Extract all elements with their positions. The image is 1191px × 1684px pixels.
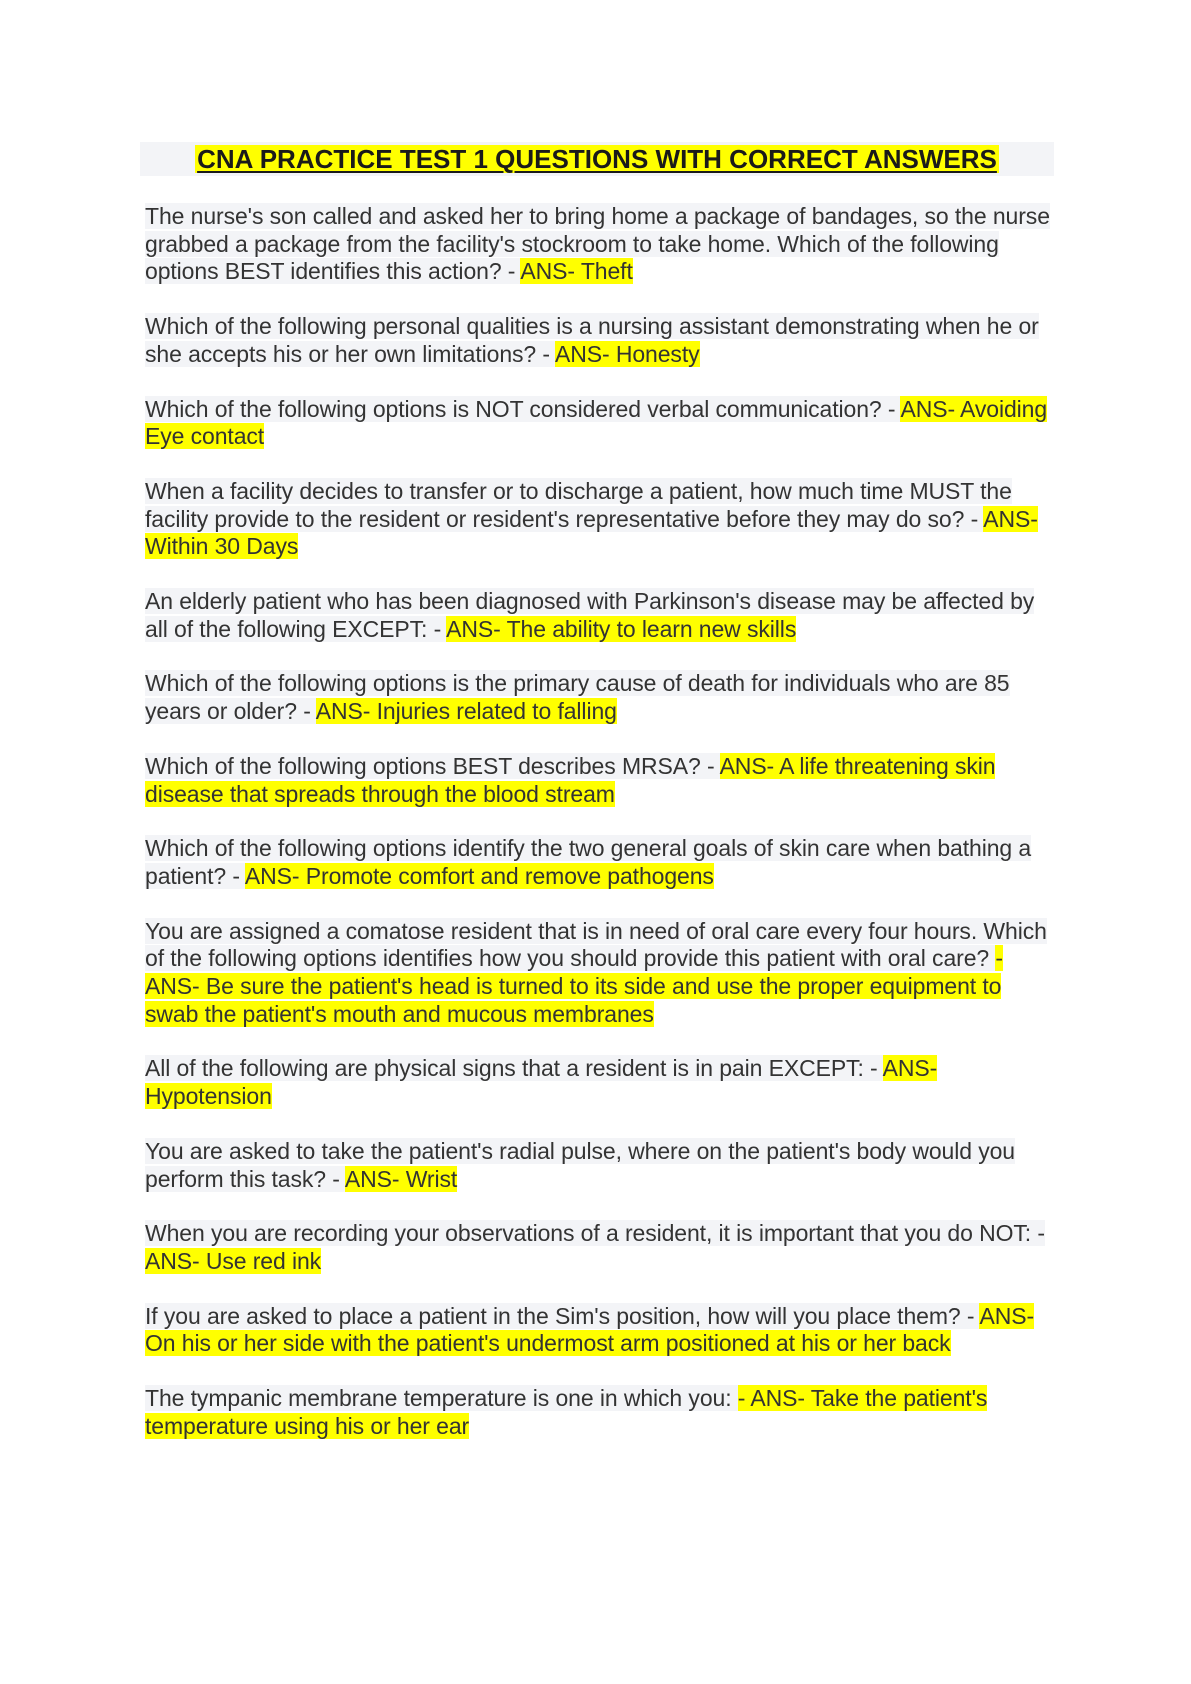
qa-item bbox=[145, 1055, 1060, 1110]
question-text: The tympanic membrane temperature is one in which you: bbox=[145, 1385, 738, 1412]
answer-text: - ANS- Be sure the patient's head is turned to its side and use the proper equipment to swab the patient's mouth and mucous membranes bbox=[145, 945, 1003, 1027]
qa-item bbox=[145, 203, 1060, 286]
qa-item bbox=[145, 1303, 1060, 1358]
question-text: The nurse's son called and asked her to bring home a package of bandages, so the nurse grabbed a package from the facility's stockroom to take home. Which of the following options BEST identifies this action? - bbox=[145, 203, 1050, 285]
qa-item bbox=[145, 478, 1060, 561]
answer-text: ANS- Wrist bbox=[344, 1165, 458, 1192]
qa-item bbox=[145, 396, 1060, 451]
question-text: Which of the following options BEST describes MRSA? - bbox=[145, 752, 720, 779]
question-text: All of the following are physical signs that a resident is in pain EXCEPT: - bbox=[145, 1055, 883, 1082]
answer-text: ANS- Promote comfort and remove pathogens bbox=[244, 862, 714, 889]
answer-text: ANS- The ability to learn new skills bbox=[446, 615, 797, 642]
qa-item bbox=[145, 918, 1060, 1029]
question-text: An elderly patient who has been diagnosed with Parkinson's disease may be affected by all of the following EXCEPT: - bbox=[145, 588, 1035, 642]
qa-item bbox=[145, 588, 1060, 643]
question-text: Which of the following personal qualities is a nursing assistant demonstrating when he or she accepts his or her own limitations? - bbox=[145, 313, 1039, 367]
qa-item bbox=[145, 1138, 1060, 1193]
qa-item bbox=[145, 1220, 1060, 1275]
answer-text: - ANS- Take the patient's temperature using his or her ear bbox=[145, 1385, 988, 1439]
document-title: CNA PRACTICE TEST 1 QUESTIONS WITH CORRECT ANSWERS bbox=[197, 144, 997, 174]
qa-list bbox=[145, 203, 1060, 1468]
qa-item bbox=[145, 670, 1060, 725]
answer-text: ANS- Hypotension bbox=[145, 1055, 938, 1110]
question-text: When a facility decides to transfer or to discharge a patient, how much time MUST the facility provide to the resident or resident's representative before they may do so? - bbox=[145, 477, 1012, 532]
answer-text: ANS- Avoiding Eye contact bbox=[145, 395, 1048, 450]
qa-item bbox=[145, 313, 1060, 368]
answer-text: ANS- Use red ink bbox=[145, 1247, 322, 1274]
answer-text: ANS- On his or her side with the patient's undermost arm positioned at his or her back bbox=[145, 1302, 1035, 1357]
answer-text: ANS- A life threatening skin disease that spreads through the blood stream bbox=[145, 752, 996, 807]
answer-text: ANS- Honesty bbox=[555, 340, 700, 367]
qa-item bbox=[145, 1385, 1060, 1440]
qa-item bbox=[145, 835, 1060, 890]
question-text: Which of the following options is the primary cause of death for individuals who are 85 years or older? - bbox=[145, 670, 1010, 725]
answer-text: ANS- Theft bbox=[520, 258, 633, 285]
question-text: Which of the following options identify the two general goals of skin care when bathing a patient? - bbox=[145, 835, 1032, 889]
answer-text: ANS- Within 30 Days bbox=[145, 505, 1038, 560]
question-text: You are asked to take the patient's radial pulse, where on the patient's body would you perform this task? - bbox=[145, 1137, 1015, 1192]
qa-item bbox=[145, 753, 1060, 808]
answer-text: ANS- Injuries related to falling bbox=[315, 698, 617, 725]
question-text: Which of the following options is NOT considered verbal communication? - bbox=[145, 395, 901, 422]
title-bar bbox=[140, 142, 1054, 176]
question-text: You are assigned a comatose resident that is in need of oral care every four hours. Which of the following options identifies how you should provide this patient with oral care? bbox=[145, 917, 1047, 972]
question-text: If you are asked to place a patient in the Sim's position, how will you place them? - bbox=[145, 1302, 980, 1329]
question-text: When you are recording your observations of a resident, it is important that you do NOT: - bbox=[145, 1220, 1045, 1247]
